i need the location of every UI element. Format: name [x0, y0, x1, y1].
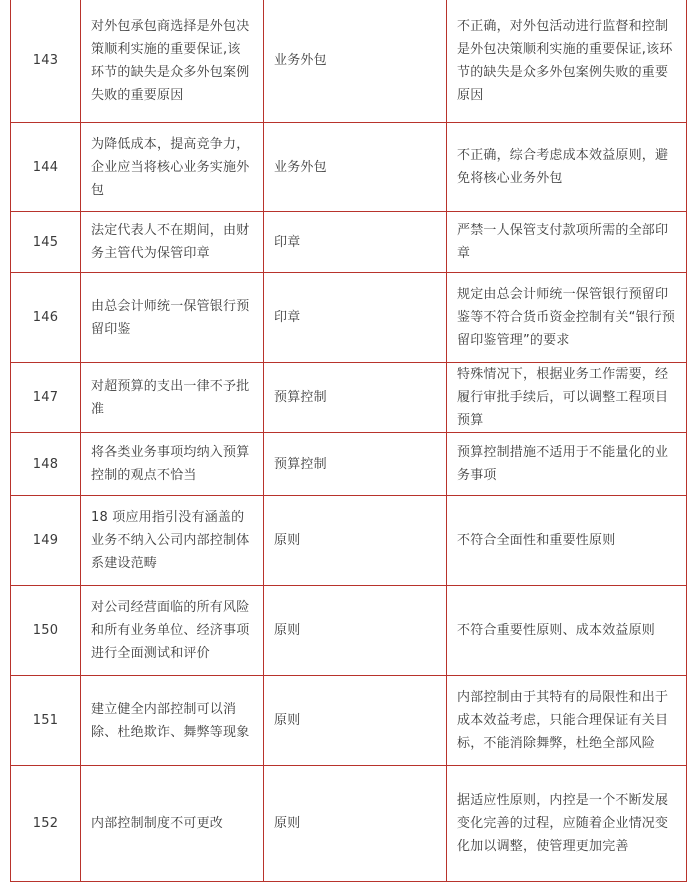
- category-cell: 原则: [264, 586, 447, 676]
- answer-cell: 不正确，综合考虑成本效益原则，避免将核心业务外包: [447, 123, 687, 212]
- table-row: [11, 212, 687, 273]
- table-row: [11, 433, 687, 496]
- row-number: 146: [11, 273, 81, 363]
- answer-cell: 规定由总会计师统一保管银行预留印鉴等不符合货币资金控制有关“银行预留印鉴管理”的要求: [447, 273, 687, 363]
- statement-cell: 建立健全内部控制可以消除、杜绝欺诈、舞弊等现象: [81, 676, 264, 766]
- row-number: 148: [11, 433, 81, 496]
- statement-cell: 内部控制制度不可更改: [81, 766, 264, 882]
- row-number: 143: [11, 0, 81, 123]
- table-row: [11, 123, 687, 212]
- category-cell: 印章: [264, 273, 447, 363]
- category-cell: 业务外包: [264, 123, 447, 212]
- answer-cell: 内部控制由于其特有的局限性和出于成本效益考虑，只能合理保证有关目标，不能消除舞弊，杜绝全部风险: [447, 676, 687, 766]
- qa-table-body: [11, 0, 687, 882]
- statement-cell: 由总会计师统一保管银行预留印鉴: [81, 273, 264, 363]
- category-cell: 预算控制: [264, 433, 447, 496]
- statement-cell: 对外包承包商选择是外包决策顺利实施的重要保证,该环节的缺失是众多外包案例失败的重要原因: [81, 0, 264, 123]
- category-cell: 原则: [264, 676, 447, 766]
- answer-cell: 据适应性原则，内控是一个不断发展变化完善的过程，应随着企业情况变化加以调整，使管理更加完善: [447, 766, 687, 882]
- row-number: 149: [11, 496, 81, 586]
- statement-cell: 对超预算的支出一律不予批准: [81, 363, 264, 433]
- statement-cell: 法定代表人不在期间，由财务主管代为保管印章: [81, 212, 264, 273]
- category-cell: 原则: [264, 496, 447, 586]
- answer-cell: 不符合重要性原则、成本效益原则: [447, 586, 687, 676]
- statement-cell: 对公司经营面临的所有风险和所有业务单位、经济事项进行全面测试和评价: [81, 586, 264, 676]
- table-row: [11, 0, 687, 123]
- table-row: [11, 273, 687, 363]
- answer-cell: 特殊情况下，根据业务工作需要，经履行审批手续后，可以调整工程项目预算: [447, 363, 687, 433]
- row-number: 151: [11, 676, 81, 766]
- answer-cell: 不符合全面性和重要性原则: [447, 496, 687, 586]
- row-number: 145: [11, 212, 81, 273]
- category-cell: 预算控制: [264, 363, 447, 433]
- answer-cell: 预算控制措施不适用于不能量化的业务事项: [447, 433, 687, 496]
- category-cell: 业务外包: [264, 0, 447, 123]
- table-row: [11, 766, 687, 882]
- answer-cell: 严禁一人保管支付款项所需的全部印章: [447, 212, 687, 273]
- category-cell: 印章: [264, 212, 447, 273]
- row-number: 144: [11, 123, 81, 212]
- row-number: 152: [11, 766, 81, 882]
- table-row: [11, 496, 687, 586]
- statement-cell: 18 项应用指引没有涵盖的业务不纳入公司内部控制体系建设范畴: [81, 496, 264, 586]
- table-row: [11, 586, 687, 676]
- row-number: 150: [11, 586, 81, 676]
- table-row: [11, 676, 687, 766]
- row-number: 147: [11, 363, 81, 433]
- category-cell: 原则: [264, 766, 447, 882]
- table-row: [11, 363, 687, 433]
- statement-cell: 为降低成本，提高竞争力，企业应当将核心业务实施外包: [81, 123, 264, 212]
- qa-table: [10, 0, 687, 882]
- statement-cell: 将各类业务事项均纳入预算控制的观点不恰当: [81, 433, 264, 496]
- answer-cell: 不正确，对外包活动进行监督和控制是外包决策顺利实施的重要保证,该环节的缺失是众多外包案例失败的重要原因: [447, 0, 687, 123]
